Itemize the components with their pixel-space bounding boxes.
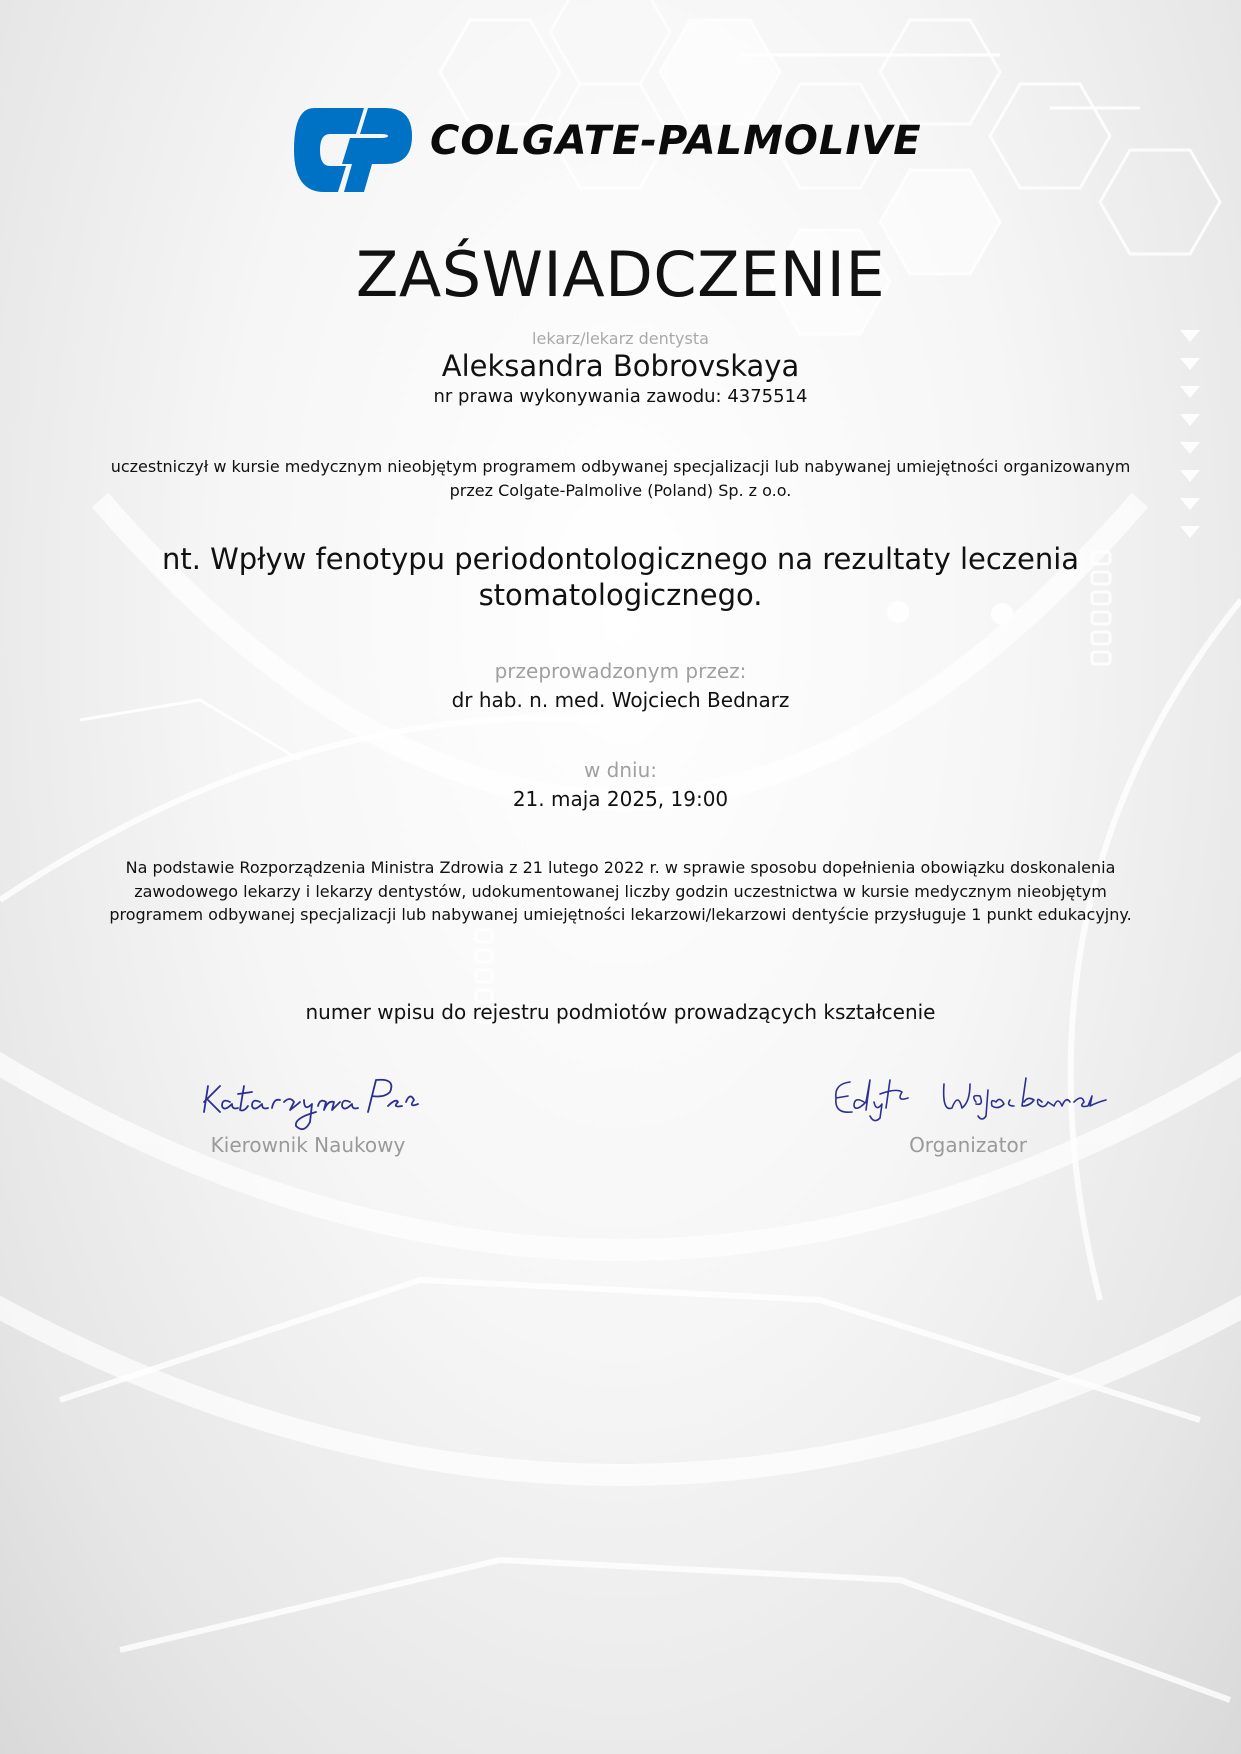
- course-date: 21. maja 2025, 19:00: [512, 787, 729, 811]
- certificate-title: ZAŚWIADCZENIE: [355, 238, 886, 311]
- signature-left-image: [200, 1072, 420, 1134]
- colgate-palmolive-logo-icon: [294, 106, 414, 194]
- lecturer-name: dr hab. n. med. Wojciech Bednarz: [451, 688, 790, 712]
- participation-text: uczestniczył w kursie medycznym nieobjętym programem odbywanej specjalizacji lub nabywanej umiejętności organizowanym przez Colgate-Palmolive (Poland) Sp. z o.o.: [110, 457, 1131, 500]
- legal-basis-text: Na podstawie Rozporządzenia Ministra Zdrowia z 21 lutego 2022 r. w sprawie sposobu dopełnienia obowiązku doskonalenia zawodowego lekarzy i lekarzy dentystów, udokumentowanej liczby godzin uczestnictwa w kursie medycznym nieobjętym programem odbywanej specjalizacji lub nabywanej umiejętności lekarzowi/lekarzowi dentyście przysługuje 1 punkt edukacyjny.: [109, 858, 1132, 924]
- brand-name: COLGATE-PALMOLIVE: [430, 118, 922, 164]
- organizer-label: Organizator: [909, 1133, 1027, 1157]
- registry-number-line: numer wpisu do rejestru podmiotów prowadzących kształcenie: [305, 1000, 936, 1024]
- role-label: lekarz/lekarz dentysta: [532, 329, 709, 348]
- conducted-by-label: przeprowadzonym przez:: [494, 659, 747, 683]
- brand-logo: [294, 106, 948, 194]
- participant-name: Aleksandra Bobrovskaya: [441, 349, 800, 383]
- license-number: nr prawa wykonywania zawodu: 4375514: [433, 386, 808, 407]
- course-topic: nt. Wpływ fenotypu periodontologicznego na rezultaty leczenia stomatologicznego.: [161, 542, 1080, 612]
- scientific-director-label: Kierownik Naukowy: [210, 1133, 406, 1157]
- date-label: w dniu:: [583, 758, 658, 782]
- signature-right-image: [830, 1072, 1110, 1124]
